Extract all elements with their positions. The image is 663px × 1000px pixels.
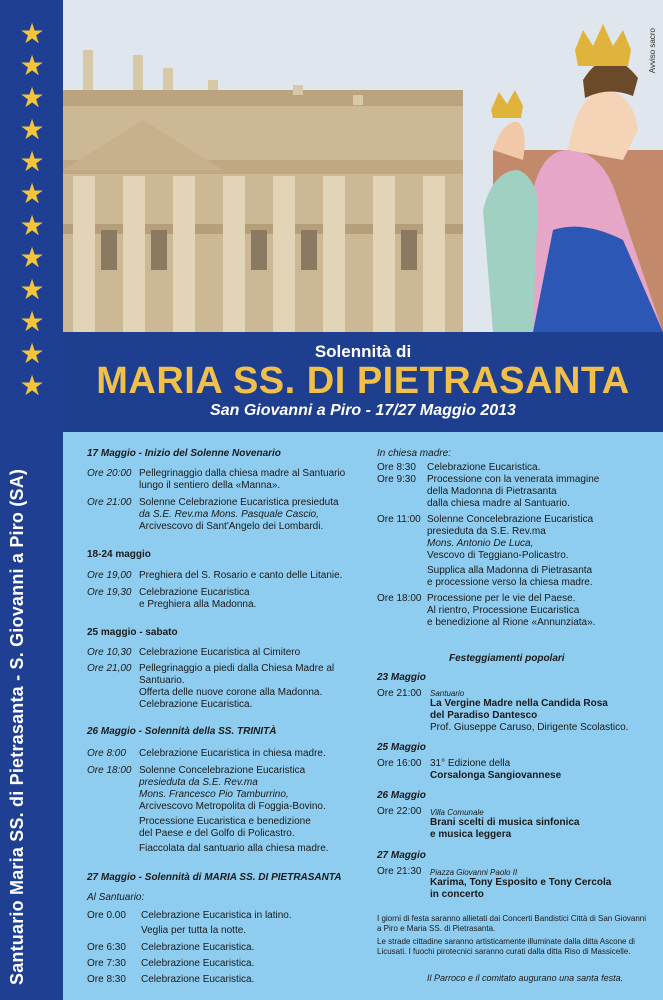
star-column [18, 18, 46, 402]
note: Le strade cittadine saranno artisticamente illuminate dalla ditta Ascone di Licusati. I fuochi pirotecnici saranno curati dalla ditta Riso di Massicelle. [377, 937, 635, 956]
event-title: Corsalonga Sangiovannese [430, 770, 562, 781]
sanctuary-vertical-title: Santuario Maria SS. di Pietrasanta - S. Giovanni a Piro (SA) [7, 468, 27, 985]
event-title: in concerto [430, 889, 484, 900]
event-text: Preghiera del S. Rosario e canto delle Litanie. [139, 570, 343, 581]
event-text: Vescovo di Teggiano-Policastro. [427, 550, 569, 561]
section-title: Festeggiamenti popolari [449, 653, 565, 664]
event-title: Karima, Tony Esposito e Tony Cercola [430, 877, 612, 888]
star-icon: ★ [19, 81, 45, 114]
event-text: Supplica alla Madonna di Pietrasanta [427, 565, 593, 576]
event-text: dalla chiesa madre al Santuario. [427, 498, 570, 509]
photo-credit: Avviso sacro [648, 28, 657, 74]
star-icon: ★ [19, 369, 45, 402]
section-title: 17 Maggio - Inizio del Solenne Novenario [87, 448, 281, 459]
venue: Villa Comunale [430, 808, 484, 817]
event-text: Veglia per tutta la notte. [141, 925, 247, 936]
event-text: Mons. Antonio De Luca, [427, 538, 534, 549]
event-text: Celebrazione Eucaristica in chiesa madre. [139, 748, 326, 759]
event-text: Pellegrinaggio a piedi dalla Chiesa Madre al [139, 663, 335, 674]
sidebar [0, 0, 63, 1000]
event-text: Celebrazione Eucaristica. [427, 462, 541, 473]
time: Ore 8:30 [87, 974, 126, 985]
program-panel [63, 432, 663, 1000]
time: Ore 18:00 [87, 765, 132, 776]
time: Ore 7:30 [87, 958, 126, 969]
event-text: Celebrazione Eucaristica. [141, 974, 255, 985]
pre-title: Solennità di [314, 342, 412, 361]
event-text: Processione Eucaristica e benedizione [139, 816, 311, 827]
venue: Piazza Giovanni Paolo II [430, 868, 518, 877]
event-text: e benedizione al Rione «Annunziata». [427, 617, 596, 628]
time: Ore 20:00 [87, 468, 132, 479]
basilica-and-madonna-image [63, 0, 663, 332]
event-text: Solenne Concelebrazione Eucaristica [427, 514, 594, 525]
section-title: 25 maggio - sabato [87, 627, 178, 638]
event-text: Pellegrinaggio dalla chiesa madre al Santuario [139, 468, 346, 479]
note: I giorni di festa saranno allietati dai Concerti Bandistici Città di San Giovanni a Piro e Maria SS. di Pietrasanta. [377, 914, 647, 933]
event-text: Offerta delle nuove corone alla Madonna. [139, 687, 323, 698]
time: Ore 8:30 [377, 462, 416, 473]
event-title: Brani scelti di musica sinfonica [430, 817, 580, 828]
location: Al Santuario: [87, 892, 145, 903]
event-text: della Madonna di Pietrasanta [427, 486, 557, 497]
date-heading: 25 Maggio [377, 742, 426, 753]
time: Ore 6:30 [87, 942, 126, 953]
star-icon: ★ [19, 17, 45, 50]
time: Ore 10,30 [87, 647, 132, 658]
event-text: lungo il sentiero della «Manna». [139, 480, 281, 491]
event-text: da S.E. Rev.ma Mons. Pasquale Cascio, [139, 509, 319, 520]
event-text: Celebrazione Eucaristica. [141, 942, 255, 953]
time: Ore 0.00 [87, 910, 126, 921]
star-icon: ★ [19, 113, 45, 146]
time: Ore 16:00 [377, 758, 422, 769]
time: Ore 21,00 [87, 663, 132, 674]
event-text: Fiaccolata dal santuario alla chiesa madre. [139, 843, 329, 854]
star-icon: ★ [19, 145, 45, 178]
time: Ore 8:00 [87, 748, 126, 759]
event-text: presieduta da S.E. Rev.ma [139, 777, 258, 788]
star-icon: ★ [19, 241, 45, 274]
event-text: Mons. Francesco Pio Tamburrino, [139, 789, 289, 800]
event-title: e musica leggera [430, 829, 512, 840]
closing-wish: Il Parroco e il comitato augurano una santa festa. [427, 973, 624, 983]
star-icon: ★ [19, 273, 45, 306]
event-text: Celebrazione Eucaristica [139, 587, 250, 598]
star-icon: ★ [19, 337, 45, 370]
event-text: Celebrazione Eucaristica. [139, 699, 253, 710]
section-title: 26 Maggio - Solennità della SS. TRINITÀ [87, 726, 277, 737]
location: In chiesa madre: [377, 448, 451, 459]
title-banner [63, 332, 663, 432]
event-text: Arcivescovo di Sant'Angelo dei Lombardi. [139, 521, 324, 532]
time: Ore 11:00 [377, 514, 421, 525]
event-text: Processione con la venerata immagine [427, 474, 600, 485]
event-text: Processione per le vie del Paese. [427, 593, 576, 604]
time: Ore 21:00 [377, 688, 422, 699]
star-icon: ★ [19, 49, 45, 82]
event-text: del Paese e del Golfo di Policastro. [139, 828, 295, 839]
subtitle: San Giovanni a Piro - 17/27 Maggio 2013 [210, 402, 516, 419]
event-title: La Vergine Madre nella Candida Rosa [430, 698, 608, 709]
event-text: Solenne Celebrazione Eucaristica presieduta [139, 497, 339, 508]
time: Ore 19,30 [87, 587, 132, 598]
time: Ore 18:00 [377, 593, 422, 604]
event-text: 31° Edizione della [430, 758, 511, 769]
event-text: Solenne Concelebrazione Eucaristica [139, 765, 306, 776]
event-text: Santuario. [139, 675, 185, 686]
time: Ore 9:30 [377, 474, 416, 485]
time: Ore 22:00 [377, 806, 422, 817]
event-text: e processione verso la chiesa madre. [427, 577, 593, 588]
time: Ore 21:00 [87, 497, 132, 508]
event-title: del Paradiso Dantesco [430, 710, 538, 721]
event-text: Celebrazione Eucaristica. [141, 958, 255, 969]
star-icon: ★ [19, 209, 45, 242]
event-text: Celebrazione Eucaristica al Cimitero [139, 647, 301, 658]
time: Ore 21:30 [377, 866, 422, 877]
event-text: e Preghiera alla Madonna. [139, 599, 257, 610]
section-title: 27 Maggio - Solennità di MARIA SS. DI PIETRASANTA [87, 872, 342, 883]
venue: Santuario [430, 689, 465, 698]
date-heading: 26 Maggio [377, 790, 426, 801]
header-photo [63, 0, 663, 332]
star-icon: ★ [19, 177, 45, 210]
event-text: Celebrazione Eucaristica in latino. [141, 910, 292, 921]
date-heading: 27 Maggio [377, 850, 426, 861]
date-heading: 23 Maggio [377, 672, 426, 683]
event-text: Al rientro, Processione Eucaristica [427, 605, 580, 616]
star-icon: ★ [19, 305, 45, 338]
event-text: Prof. Giuseppe Caruso, Dirigente Scolastico. [430, 722, 629, 733]
main-title: MARIA SS. DI PIETRASANTA [96, 360, 630, 402]
section-title: 18-24 maggio [87, 549, 151, 560]
event-text: presieduta da S.E. Rev.ma [427, 526, 546, 537]
event-text: Arcivescovo Metropolita di Foggia-Bovino. [139, 801, 326, 812]
time: Ore 19,00 [87, 570, 132, 581]
